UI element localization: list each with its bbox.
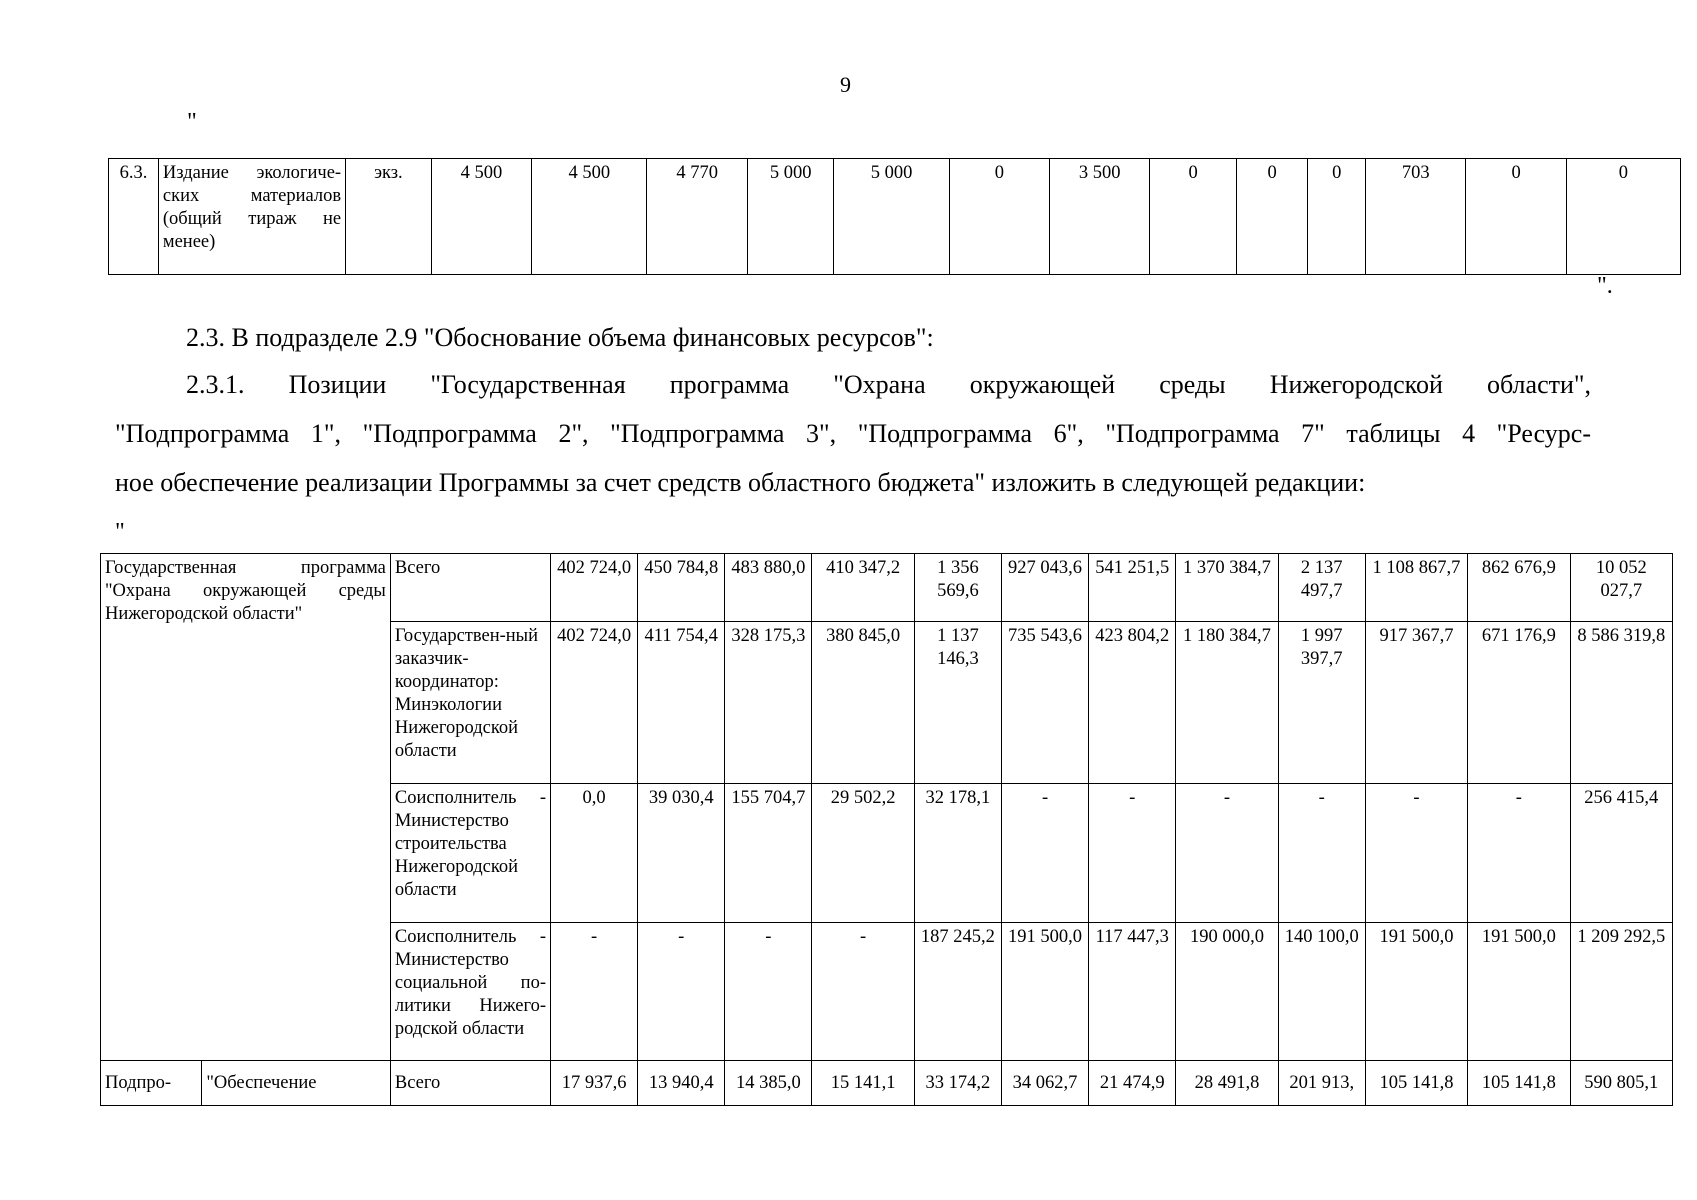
value-cell: 0 xyxy=(1466,159,1566,275)
value-cell: 1 356 569,6 xyxy=(914,554,1001,622)
opening-quote: " xyxy=(115,519,125,545)
row-unit: экз. xyxy=(346,159,432,275)
paragraph-line: 2.3.1. Позиции "Государственная программа "Охрана окружающей среды Нижегородской области", xyxy=(186,370,1591,399)
program-name: Государственная программа "Охрана окружающей среды Нижегородской области" xyxy=(101,554,391,1061)
value-cell: - xyxy=(1365,784,1467,923)
paragraph-line: "Подпрограмма 1", "Подпрограмма 2", "Подпрограмма 3", "Подпрограмма 6", "Подпрограмма 7" таблицы 4 "Ресурс- xyxy=(115,419,1591,448)
row-name: Государствен-ный заказчик-координатор: Минэкологии Нижегородской области xyxy=(390,622,550,784)
table-row xyxy=(101,554,1673,622)
value-cell: 117 447,3 xyxy=(1089,923,1176,1061)
value-cell: 14 385,0 xyxy=(725,1061,812,1106)
value-cell: 1 108 867,7 xyxy=(1365,554,1467,622)
value-cell: 0 xyxy=(949,159,1049,275)
value-cell: 0 xyxy=(1566,159,1680,275)
row-name: Всего xyxy=(390,554,550,622)
value-cell: 410 347,2 xyxy=(812,554,914,622)
value-cell: 590 805,1 xyxy=(1570,1061,1672,1106)
value-cell: 402 724,0 xyxy=(550,554,637,622)
value-cell: 10 052 027,7 xyxy=(1570,554,1672,622)
value-cell: 380 845,0 xyxy=(812,622,914,784)
value-cell: - xyxy=(1278,784,1365,923)
closing-quote: ". xyxy=(1597,273,1613,299)
resource-table xyxy=(100,553,1673,1106)
value-cell: - xyxy=(812,923,914,1061)
value-cell: 191 500,0 xyxy=(1001,923,1088,1061)
value-cell: 927 043,6 xyxy=(1001,554,1088,622)
opening-quote: " xyxy=(187,109,197,135)
row-name: Соисполнитель - Министерство строительства Нижегородской области xyxy=(390,784,550,923)
value-cell: 4 770 xyxy=(647,159,747,275)
value-cell: 2 137 497,7 xyxy=(1278,554,1365,622)
value-cell: 1 370 384,7 xyxy=(1176,554,1278,622)
value-cell: 735 543,6 xyxy=(1001,622,1088,784)
paragraph-line: ное обеспечение реализации Программы за счет средств областного бюджета" изложить в следующей редакции: xyxy=(115,468,1366,497)
value-cell: 105 141,8 xyxy=(1365,1061,1467,1106)
row-name: Издание экологиче-ских материалов (общий тираж не менее) xyxy=(158,159,345,275)
value-cell: - xyxy=(1001,784,1088,923)
value-cell: 4 500 xyxy=(431,159,531,275)
row-number: 6.3. xyxy=(109,159,159,275)
value-cell: 187 245,2 xyxy=(914,923,1001,1061)
value-cell: 190 000,0 xyxy=(1176,923,1278,1061)
value-cell: 4 500 xyxy=(532,159,647,275)
value-cell: 0,0 xyxy=(550,784,637,923)
value-cell: 17 937,6 xyxy=(550,1061,637,1106)
value-cell: 0 xyxy=(1150,159,1236,275)
value-cell: 0 xyxy=(1236,159,1308,275)
value-cell: 450 784,8 xyxy=(638,554,725,622)
value-cell: 34 062,7 xyxy=(1001,1061,1088,1106)
value-cell: - xyxy=(1176,784,1278,923)
value-cell: 0 xyxy=(1308,159,1366,275)
value-cell: 191 500,0 xyxy=(1365,923,1467,1061)
page-number: 9 xyxy=(840,72,851,97)
value-cell: 32 178,1 xyxy=(914,784,1001,923)
value-cell: 155 704,7 xyxy=(725,784,812,923)
value-cell: 191 500,0 xyxy=(1468,923,1570,1061)
value-cell: 402 724,0 xyxy=(550,622,637,784)
value-cell: 256 415,4 xyxy=(1570,784,1672,923)
value-cell: 1 137 146,3 xyxy=(914,622,1001,784)
value-cell: 140 100,0 xyxy=(1278,923,1365,1061)
value-cell: 29 502,2 xyxy=(812,784,914,923)
value-cell: 3 500 xyxy=(1050,159,1150,275)
value-cell: 1 180 384,7 xyxy=(1176,622,1278,784)
subprogram-label: Подпро- xyxy=(101,1061,202,1106)
value-cell: - xyxy=(550,923,637,1061)
table-row xyxy=(109,159,1681,275)
section-heading: 2.3. В подразделе 2.9 "Обоснование объема финансовых ресурсов": xyxy=(186,323,934,352)
value-cell: 411 754,4 xyxy=(638,622,725,784)
subprogram-name: "Обеспечение xyxy=(202,1061,391,1106)
value-cell: - xyxy=(1089,784,1176,923)
value-cell: 5 000 xyxy=(834,159,949,275)
row-name: Всего xyxy=(390,1061,550,1106)
indicator-table xyxy=(108,158,1681,275)
value-cell: 201 913, xyxy=(1278,1061,1365,1106)
value-cell: 483 880,0 xyxy=(725,554,812,622)
value-cell: 862 676,9 xyxy=(1468,554,1570,622)
table-row xyxy=(101,1061,1673,1106)
value-cell: 13 940,4 xyxy=(638,1061,725,1106)
value-cell: 1 997 397,7 xyxy=(1278,622,1365,784)
value-cell: 1 209 292,5 xyxy=(1570,923,1672,1061)
value-cell: 703 xyxy=(1366,159,1466,275)
value-cell: 423 804,2 xyxy=(1089,622,1176,784)
value-cell: 671 176,9 xyxy=(1468,622,1570,784)
value-cell: 8 586 319,8 xyxy=(1570,622,1672,784)
value-cell: 21 474,9 xyxy=(1089,1061,1176,1106)
value-cell: 28 491,8 xyxy=(1176,1061,1278,1106)
value-cell: - xyxy=(638,923,725,1061)
value-cell: 105 141,8 xyxy=(1468,1061,1570,1106)
value-cell: 33 174,2 xyxy=(914,1061,1001,1106)
value-cell: 39 030,4 xyxy=(638,784,725,923)
value-cell: 541 251,5 xyxy=(1089,554,1176,622)
value-cell: - xyxy=(725,923,812,1061)
value-cell: 328 175,3 xyxy=(725,622,812,784)
value-cell: 917 367,7 xyxy=(1365,622,1467,784)
value-cell: 5 000 xyxy=(747,159,834,275)
row-name: Соисполнитель - Министерство социальной по-литики Нижего-родской области xyxy=(390,923,550,1061)
value-cell: - xyxy=(1468,784,1570,923)
value-cell: 15 141,1 xyxy=(812,1061,914,1106)
